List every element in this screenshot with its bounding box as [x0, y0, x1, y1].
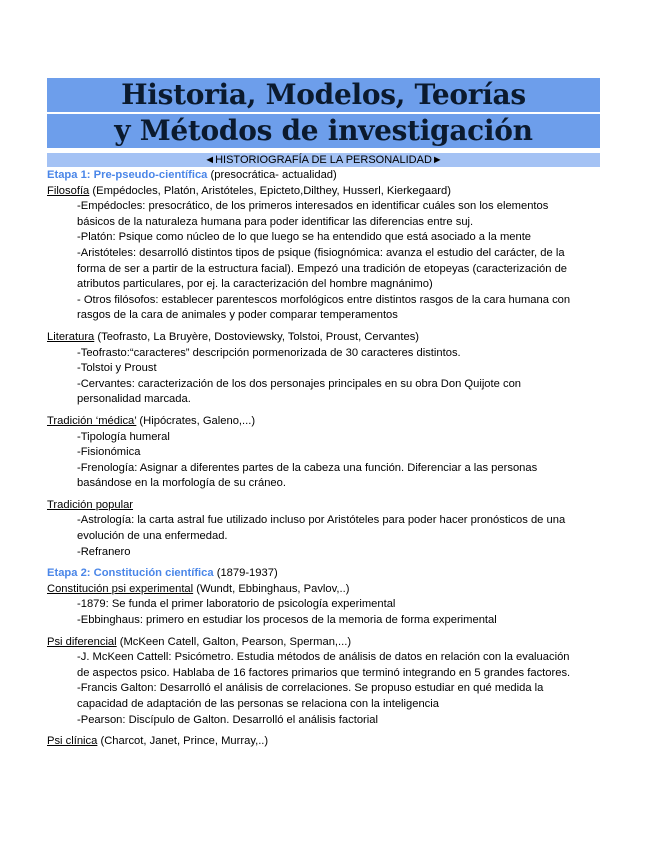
diferencial-line: capacidad de adaptación de las personas se relaciona con la inteligencia [77, 698, 439, 710]
experimental-heading [47, 582, 607, 598]
filosofia-line: rasgos de la cara de animales y poder comparar temperamentos [77, 309, 398, 322]
literatura-heading [47, 330, 607, 346]
title-line-2: y Métodos de investigación [47, 114, 600, 148]
filosofia-line: atributos particulares, por ej. la caracterización del hombre magnánimo) [77, 278, 433, 291]
experimental-label: Constitución psi experimental [47, 582, 194, 595]
popular-label: Tradición popular [47, 498, 134, 511]
clinica-heading [47, 734, 607, 750]
experimental-authors: (Wundt, Ebbinghaus, Pavlov,..) [193, 582, 350, 595]
section-subtitle: ◄HISTORIOGRAFÍA DE LA PERSONALIDAD► [47, 153, 600, 167]
stage-2-heading [47, 566, 607, 582]
medica-authors: (Hipócrates, Galeno,...) [136, 414, 256, 427]
literatura-line: personalidad marcada. [77, 393, 191, 406]
filosofia-line: forma de ser a partir de la estructura facial). Empezó una tradición de etopeyas (caracterización de [77, 262, 568, 275]
literatura-authors: (Teofrasto, La Bruyère, Dostoviewsky, Tolstoi, Proust, Cervantes) [94, 330, 420, 343]
literatura-label: Literatura [47, 330, 95, 343]
filosofia-authors: (Empédocles, Platón, Aristóteles, Epicteto,Dilthey, Husserl, Kierkegaard) [89, 184, 451, 197]
popular-line: -Astrología: la carta astral fue utilizado incluso por Aristóteles para poder hacer pronósticos de una [77, 514, 566, 527]
popular-heading [47, 498, 607, 514]
literatura-line: -Teofrasto:“caracteres” descripción pormenorizada de 30 caracteres distintos. [77, 346, 461, 359]
clinica-authors: (Charcot, Janet, Prince, Murray,..) [97, 735, 269, 748]
medica-label: Tradición ‘médica’ [47, 414, 137, 427]
experimental-line: -1879: Se funda el primer laboratorio de psicología experimental [77, 598, 396, 611]
stage-2-period: (1879-1937) [213, 567, 278, 580]
popular-line: evolución de una enfermedad. [77, 530, 228, 543]
title-line-1: Historia, Modelos, Teorías [47, 78, 600, 112]
diferencial-authors: (McKeen Catell, Galton, Pearson, Sperman,...) [116, 635, 352, 648]
filosofia-line: -Empédocles: presocrático, de los primeros interesados en identificar cuáles son los elementos [77, 200, 549, 213]
diferencial-heading [47, 635, 607, 651]
filosofia-line: - Otros filósofos: establecer parentescos morfológicos entre distintos rasgos de la cara humana con [77, 293, 571, 306]
diferencial-line: de aspectos psico. Hablaba de 16 factores primarios que terminó integrando en 5 grandes factores. [77, 666, 571, 679]
literatura-line: -Cervantes: caracterización de los dos personajes principales en su obra Don Quijote con [77, 377, 522, 390]
medica-line: -Frenología: Asignar a diferentes partes de la cabeza una función. Diferenciar a las personas [77, 461, 538, 474]
diferencial-line: -J. McKeen Cattell: Psicómetro. Estudia métodos de análisis de datos en relación con la evaluación [77, 651, 570, 664]
literatura-line: -Tolstoi y Proust [77, 362, 157, 375]
filosofia-line: -Aristóteles: desarrolló distintos tipos de psique (fisiognómica: avanza el estudio del carácter, de la [77, 246, 565, 259]
filosofia-label: Filosofía [47, 184, 90, 197]
medica-heading [47, 414, 607, 430]
medica-line: basándose en la morfología de su cráneo. [77, 477, 286, 490]
medica-line: -Tipología humeral [77, 430, 170, 443]
stage-1-label: Etapa 1: Pre-pseudo-científica [47, 169, 208, 181]
clinica-label: Psi clínica [47, 735, 98, 748]
medica-line: -Fisionómica [77, 446, 141, 459]
diferencial-line: -Pearson: Discípulo de Galton. Desarrolló el análisis factorial [77, 713, 378, 726]
filosofia-heading [47, 184, 607, 200]
stage-2-label: Etapa 2: Constitución científica [47, 567, 214, 580]
experimental-line: -Ebbinghaus: primero en estudiar los procesos de la memoria de forma experimental [77, 614, 497, 627]
diferencial-label: Psi diferencial [47, 635, 117, 648]
document-content [47, 168, 607, 750]
popular-line: -Refranero [77, 545, 131, 558]
stage-1-heading [47, 168, 607, 184]
stage-1-period: (presocrática- actualidad) [207, 169, 337, 181]
filosofia-line: -Platón: Psique como núcleo de lo que luego se ha entendido que está asociado a la mente [77, 231, 532, 244]
diferencial-line: -Francis Galton: Desarrolló el análisis de correlaciones. Se propuso estudiar en qué medida la [77, 682, 544, 695]
filosofia-line: básicos de la naturaleza humana para poder identificar las diferencias entre suj. [77, 215, 474, 228]
